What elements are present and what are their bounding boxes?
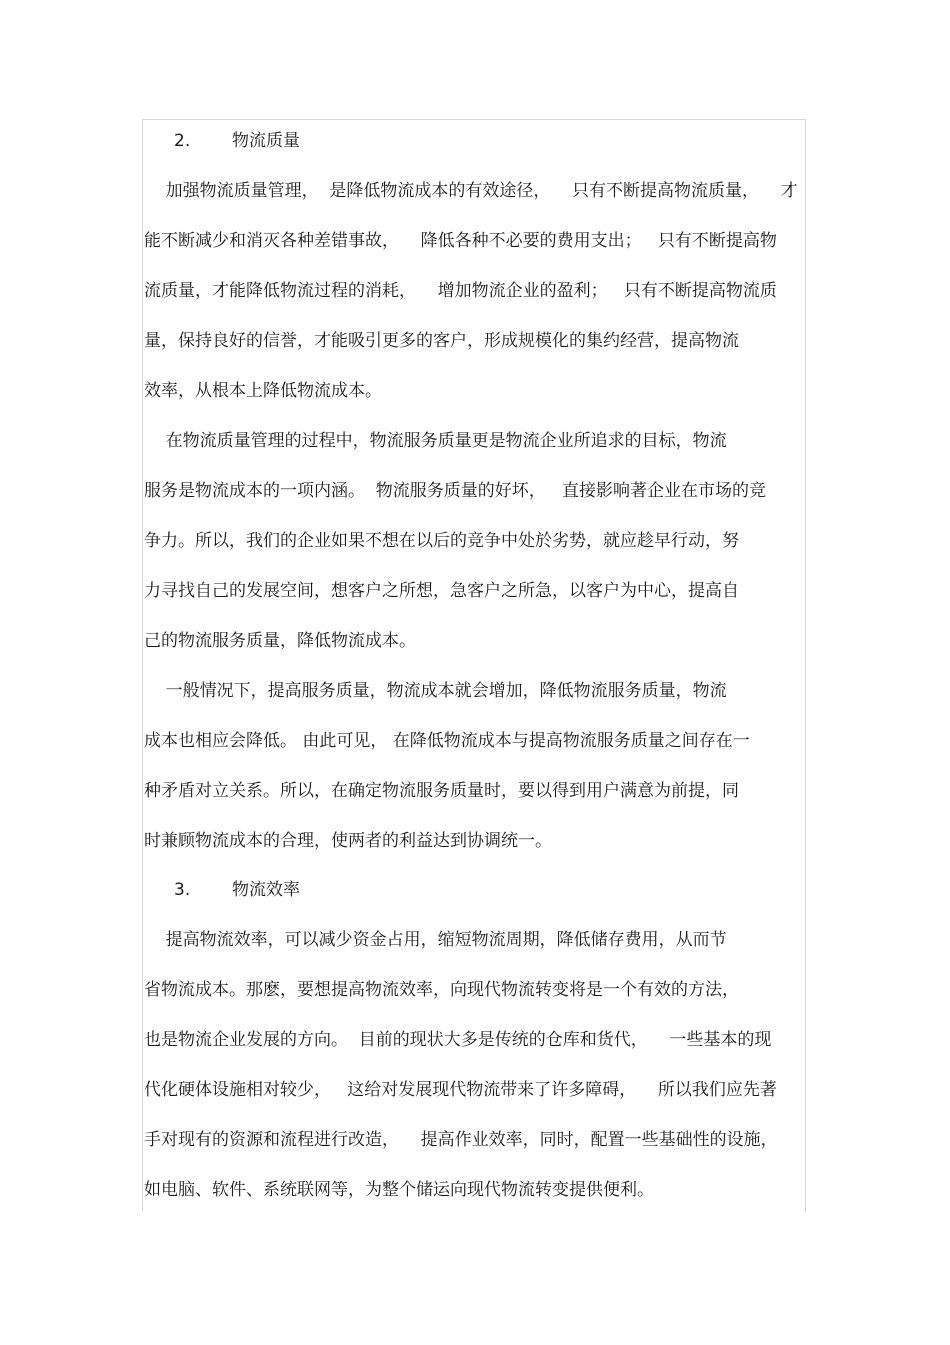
text-line: 服务是物流成本的一项内涵。 物流服务质量的好坏， 直接影响著企业在市场的竞 — [144, 481, 767, 501]
text-line: 量，保持良好的信誉，才能吸引更多的客户，形成规模化的集约经营，提高物流 — [144, 331, 739, 351]
text-line: 如电脑、软件、系统联网等，为整个储运向现代物流转变提供便利。 — [144, 1180, 654, 1200]
text-line: 能不断减少和消灭各种差错事故， 降低各种不必要的费用支出； 只有不断提高物 — [144, 231, 777, 251]
text-line: 己的物流服务质量，降低物流成本。 — [144, 631, 416, 651]
section-number: 2. — [174, 131, 191, 151]
text-line: 争力。所以，我们的企业如果不想在以后的竞争中处於劣势，就应趁早行动，努 — [144, 531, 739, 551]
text-line: 成本也相应会降低。 由此可见， 在降低物流成本与提高物流服务质量之间存在一 — [144, 731, 750, 751]
text-line: 提高物流效率，可以减少资金占用，缩短物流周期，降低储存费用，从而节 — [144, 930, 727, 950]
text-line: 时兼顾物流成本的合理，使两者的利益达到协调统一。 — [144, 831, 552, 851]
text-line: 省物流成本。那麽，要想提高物流效率，向现代物流转变将是一个有效的方法， — [144, 980, 739, 1000]
text-line: 代化硬体设施相对较少， 这给对发展现代物流带来了许多障碍， 所以我们应先著 — [144, 1080, 777, 1100]
text-line: 种矛盾对立关系。所以，在确定物流服务质量时，要以得到用户满意为前提，同 — [144, 781, 739, 801]
section-title: 物流质量 — [232, 131, 300, 151]
text-line: 一般情况下，提高服务质量，物流成本就会增加，降低物流服务质量，物流 — [144, 681, 727, 701]
text-line: 也是物流企业发展的方向。 目前的现状大多是传统的仓库和货代， 一些基本的现 — [144, 1030, 772, 1050]
section-number: 3. — [174, 880, 191, 900]
section-title: 物流效率 — [232, 880, 300, 900]
text-line: 加强物流质量管理， 是降低物流成本的有效途径， 只有不断提高物流质量， 才 — [144, 181, 798, 201]
text-line: 在物流质量管理的过程中，物流服务质量更是物流企业所追求的目标，物流 — [144, 431, 727, 451]
text-line: 效率，从根本上降低物流成本。 — [144, 381, 382, 401]
text-line: 流质量，才能降低物流过程的消耗， 增加物流企业的盈利； 只有不断提高物流质 — [144, 281, 777, 301]
text-line: 手对现有的资源和流程进行改造， 提高作业效率，同时，配置一些基础性的设施， — [144, 1130, 778, 1150]
text-line: 力寻找自己的发展空间，想客户之所想，急客户之所急，以客户为中心，提高自 — [144, 581, 739, 601]
